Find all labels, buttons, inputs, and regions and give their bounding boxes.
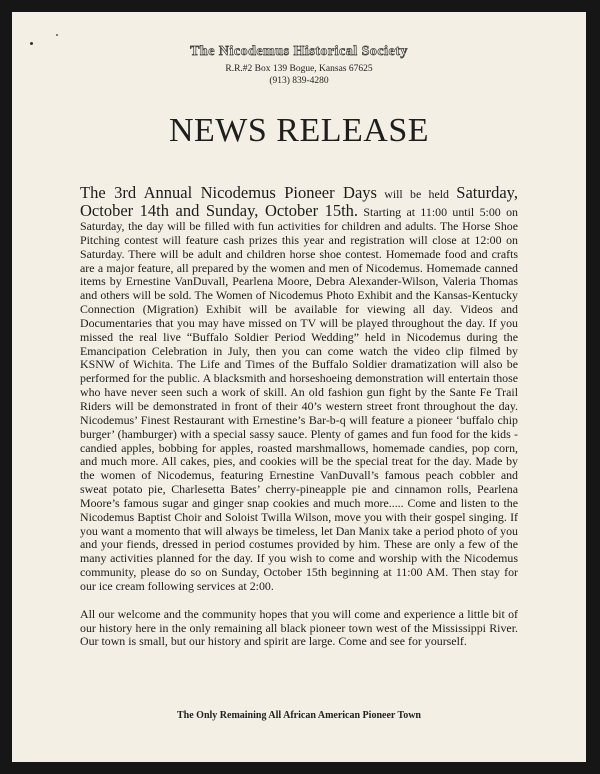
- ink-speck: [56, 34, 58, 36]
- page-title: NEWS RELEASE: [168, 112, 430, 149]
- paragraph-1-text: Starting at 11:00 until 5:00 on Saturday, the day will be filled with fun activities for children and adults. The Horse Shoe Pitching contest will feature cash prizes this year and registration will close at 12:00 on Saturday. There will be adult and children horse shoe contest. Homemade food and crafts are a major feature, all prepared by the women and men of Nicodemus. Homemade canned items by Ernestine VanDuvall, Pearlena Moore, Debra Alexander-Wilson, Valeria Thomas and others will be sold. The Women of Nicodemus Photo Exhibit and the Kansas-Kentucky Connection (Migration) Exhibit will be available for viewing all day. Videos and Documentaries that you may have missed on TV will be played throughout the day. If you missed the real live “Buffalo Soldier Period Wedding” held in Nicodemus during the Emancipation Celebration in July, then you can come watch the video clip filmed by KSNW of Wichita. The Life and Times of the Buffalo Soldier dramatization will also be performed for the public. A blacksmith and horseshoeing demonstration will entertain those who have never seen such a work of skill. An old fashion gun fight by the Sante Fe Trail Riders will be demonstrated in front of their 40’s western street front throughout the day. Nicodemus’ Finest Restaurant with Ernestine’s Bar-b-q will feature a pioneer ‘buffalo chip burger’ (hamburger) with a special sassy sauce. Plenty of games and fun food for the kids - candied apples, bobbing for apples, roasted marshmallows, homemade candies, pop corn, and much more. All cakes, pies, and cookies will be the special treat for the day. Made by the women of Nicodemus, featuring Ernestine VanDuvall’s famous peach cobbler and sweat potato pie, Charlesetta Bates’ cherry-pineapple pie and cinnamon rolls, Pearlena Moore’s famous sugar and ginger snap cookies and much more..... Come and listen to the Nicodemus Baptist Choir and Soloist Twilla Wilson, move you with their gospel singing. If you want a momento that will always be timeless, let Dan Manix take a period photo of you and your fiends, dressed in period costumes provided by him. These are only a few of the many activities planned for the day. If you wish to come and worship with the Nicodemus community, please do so on Sunday, October 15th beginning at 11:00 AM. Then stay for our ice cream following services at 2:00.: [80, 205, 518, 593]
- document-page: [12, 12, 586, 762]
- event-dates: Saturday, October 14th and Sunday, October 15th.: [80, 183, 518, 220]
- organization-address: R.R.#2 Box 139 Bogue, Kansas 67625: [225, 64, 373, 74]
- paragraph-2: All our welcome and the community hopes that you will come and experience a little bit of our history here in the only remaining all black pioneer town west of the Mississippi River. Our town is small, but our history and spirit are large. Come and see for yourself.: [80, 606, 518, 649]
- paragraph-1: [80, 184, 518, 594]
- footer-tagline: The Only Remaining All African American Pioneer Town: [177, 710, 421, 721]
- organization-name: The Nicodemus Historical Society: [190, 44, 408, 59]
- organization-phone: (913) 839-4280: [269, 76, 329, 86]
- letterhead: [12, 44, 586, 87]
- lead-connector: will be held: [376, 187, 457, 201]
- article-body: [80, 184, 518, 649]
- event-name: The 3rd Annual Nicodemus Pioneer Days: [80, 183, 377, 202]
